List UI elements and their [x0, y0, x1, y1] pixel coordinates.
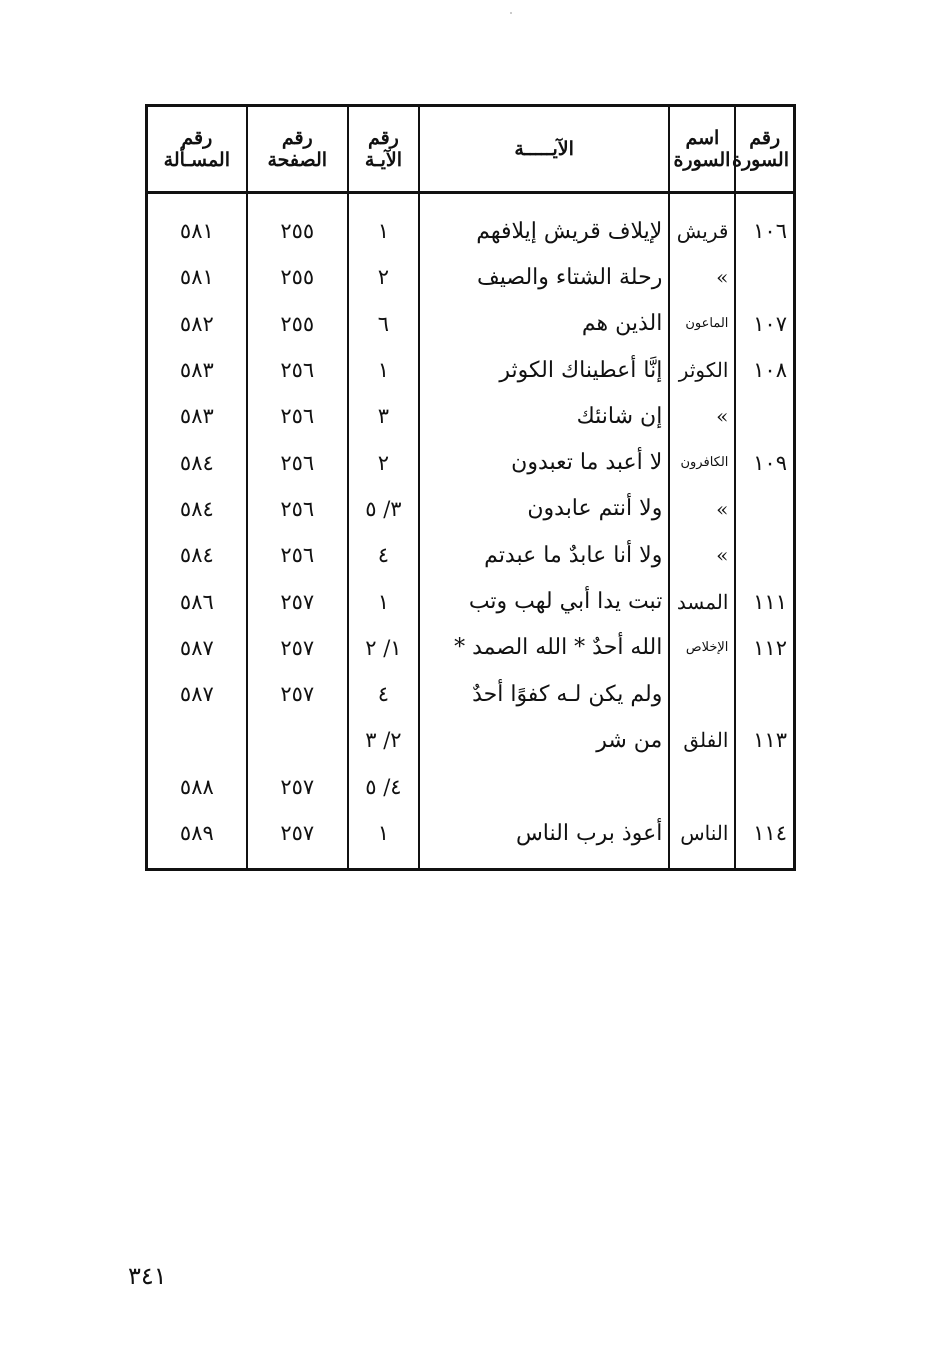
- issue-number-cell: ٥٨٤: [147, 486, 247, 532]
- table-row: [147, 347, 795, 393]
- scan-speck: [510, 12, 512, 14]
- table-row: [147, 764, 795, 810]
- ayah-text-cell: الذين هم: [419, 301, 669, 347]
- ayah-number-cell: ٣/ ٥: [348, 486, 419, 532]
- header-line: الصفحة: [267, 149, 328, 171]
- header-line: السورة: [732, 149, 789, 171]
- surah-name-cell: قريش: [669, 193, 735, 255]
- header-line: رقم: [749, 127, 781, 149]
- surah-name-cell: [669, 764, 735, 810]
- issue-number-cell: ٥٨٢: [147, 301, 247, 347]
- ayah-text-cell: تبت يدا أبي لهب وتب: [419, 578, 669, 624]
- issue-number-cell: ٥٨٣: [147, 393, 247, 439]
- page-number: ٣٤١: [128, 1262, 167, 1290]
- header-issue-number: [147, 106, 247, 193]
- ayah-text-cell: الله أحدٌ * الله الصمد *: [419, 625, 669, 671]
- surah-number-cell: [735, 671, 794, 717]
- surah-name-cell: الكوثر: [669, 347, 735, 393]
- ayah-number-cell: ٤: [348, 671, 419, 717]
- issue-number-cell: ٥٨٩: [147, 810, 247, 870]
- table-row: [147, 717, 795, 763]
- ayah-text-cell: إنَّا أعطيناك الكوثر: [419, 347, 669, 393]
- table-row: [147, 810, 795, 870]
- ayah-number-cell: ٢: [348, 439, 419, 485]
- ayah-text-cell: من شر: [419, 717, 669, 763]
- ayah-text-cell: ولا أنتم عابدون: [419, 486, 669, 532]
- surah-number-cell: ١١١: [735, 578, 794, 624]
- surah-number-cell: ١١٣: [735, 717, 794, 763]
- issue-number-cell: ٥٨٤: [147, 439, 247, 485]
- surah-number-cell: ١٠٦: [735, 193, 794, 255]
- ayah-number-cell: ٢: [348, 254, 419, 300]
- ayah-number-cell: ٣: [348, 393, 419, 439]
- surah-name-cell: [669, 671, 735, 717]
- header-line: الآيـــــة: [514, 138, 574, 160]
- ayah-number-cell: ١: [348, 810, 419, 870]
- page-number-cell: ٢٥٦: [247, 347, 348, 393]
- issue-number-cell: ٥٨٨: [147, 764, 247, 810]
- issue-number-cell: [147, 717, 247, 763]
- header-page-number: [247, 106, 348, 193]
- issue-number-cell: ٥٨٦: [147, 578, 247, 624]
- table-row: [147, 193, 795, 255]
- header-row: [147, 106, 795, 193]
- header-ayah-number: [348, 106, 419, 193]
- header-surah-name: [669, 106, 735, 193]
- surah-number-cell: [735, 393, 794, 439]
- issue-number-cell: ٥٨٤: [147, 532, 247, 578]
- surah-name-cell: »: [669, 254, 735, 300]
- surah-name-cell: »: [669, 393, 735, 439]
- issue-number-cell: ٥٨١: [147, 193, 247, 255]
- header-line: اسم: [685, 127, 720, 149]
- header-line: رقم: [281, 127, 313, 149]
- surah-number-cell: ١١٤: [735, 810, 794, 870]
- table-row: [147, 254, 795, 300]
- ayah-number-cell: ٦: [348, 301, 419, 347]
- issue-number-cell: ٥٨٧: [147, 671, 247, 717]
- surah-name-cell: »: [669, 486, 735, 532]
- page-number-cell: ٢٥٥: [247, 193, 348, 255]
- issue-number-cell: ٥٨١: [147, 254, 247, 300]
- page-number-cell: ٢٥٧: [247, 578, 348, 624]
- ayah-text-cell: لإيلاف قريش إيلافهم: [419, 193, 669, 255]
- surah-name-cell: الناس: [669, 810, 735, 870]
- surah-number-cell: [735, 486, 794, 532]
- table-row: [147, 393, 795, 439]
- header-line: الآيـة: [364, 149, 402, 171]
- surah-number-cell: ١٠٨: [735, 347, 794, 393]
- ayah-text-cell: إن شانئك: [419, 393, 669, 439]
- surah-name-cell: المسد: [669, 578, 735, 624]
- table-header: [147, 106, 795, 193]
- page-number-cell: ٢٥٧: [247, 764, 348, 810]
- header-surah-number: [732, 106, 794, 193]
- page-number-cell: ٢٥٧: [247, 810, 348, 870]
- ayah-number-cell: ٤/ ٥: [348, 764, 419, 810]
- ayah-number-cell: ١: [348, 578, 419, 624]
- ayah-number-cell: ١: [348, 193, 419, 255]
- table-row: [147, 625, 795, 671]
- ayah-number-cell: ٤: [348, 532, 419, 578]
- ayah-text-cell: أعوذ برب الناس: [419, 810, 669, 870]
- page-number-cell: ٢٥٥: [247, 254, 348, 300]
- table-body: [147, 193, 795, 870]
- surah-name-cell: الماعون: [669, 301, 735, 347]
- ayah-number-cell: ١: [348, 347, 419, 393]
- table-row: [147, 578, 795, 624]
- surah-number-cell: ١٠٩: [735, 439, 794, 485]
- ayah-text-cell: [419, 764, 669, 810]
- table-row: [147, 301, 795, 347]
- surah-number-cell: ١٠٧: [735, 301, 794, 347]
- page-number-cell: ٢٥٧: [247, 625, 348, 671]
- header-line: السورة: [673, 149, 731, 171]
- page-number-cell: ٢٥٦: [247, 439, 348, 485]
- page-number-cell: ٢٥٦: [247, 532, 348, 578]
- ayah-text-cell: ولم يكن لـه كفوًا أحدٌ: [419, 671, 669, 717]
- surah-number-cell: [735, 764, 794, 810]
- surah-name-cell: الإخلاص: [669, 625, 735, 671]
- issue-number-cell: ٥٨٣: [147, 347, 247, 393]
- surah-name-cell: الفلق: [669, 717, 735, 763]
- surah-index-table: [145, 104, 796, 871]
- table-row: [147, 671, 795, 717]
- page-number-cell: ٢٥٥: [247, 301, 348, 347]
- ayah-number-cell: ١/ ٢: [348, 625, 419, 671]
- ayah-text-cell: رحلة الشتاء والصيف: [419, 254, 669, 300]
- page-number-cell: ٢٥٧: [247, 671, 348, 717]
- surah-number-cell: [735, 532, 794, 578]
- surah-name-cell: الكافرون: [669, 439, 735, 485]
- ayah-text-cell: لا أعبد ما تعبدون: [419, 439, 669, 485]
- header-ayah-text: [419, 106, 669, 193]
- ayah-text-cell: ولا أنا عابدٌ ما عبدتم: [419, 532, 669, 578]
- page-number-cell: ٢٥٦: [247, 393, 348, 439]
- ayah-number-cell: ٢/ ٣: [348, 717, 419, 763]
- page-number-cell: ٢٥٦: [247, 486, 348, 532]
- header-line: رقم: [367, 127, 399, 149]
- table-row: [147, 532, 795, 578]
- header-line: المسـألة: [163, 149, 231, 171]
- table-row: [147, 439, 795, 485]
- surah-name-cell: »: [669, 532, 735, 578]
- surah-number-cell: ١١٢: [735, 625, 794, 671]
- surah-number-cell: [735, 254, 794, 300]
- header-line: رقم: [181, 127, 213, 149]
- table-row: [147, 486, 795, 532]
- page-number-cell: [247, 717, 348, 763]
- issue-number-cell: ٥٨٧: [147, 625, 247, 671]
